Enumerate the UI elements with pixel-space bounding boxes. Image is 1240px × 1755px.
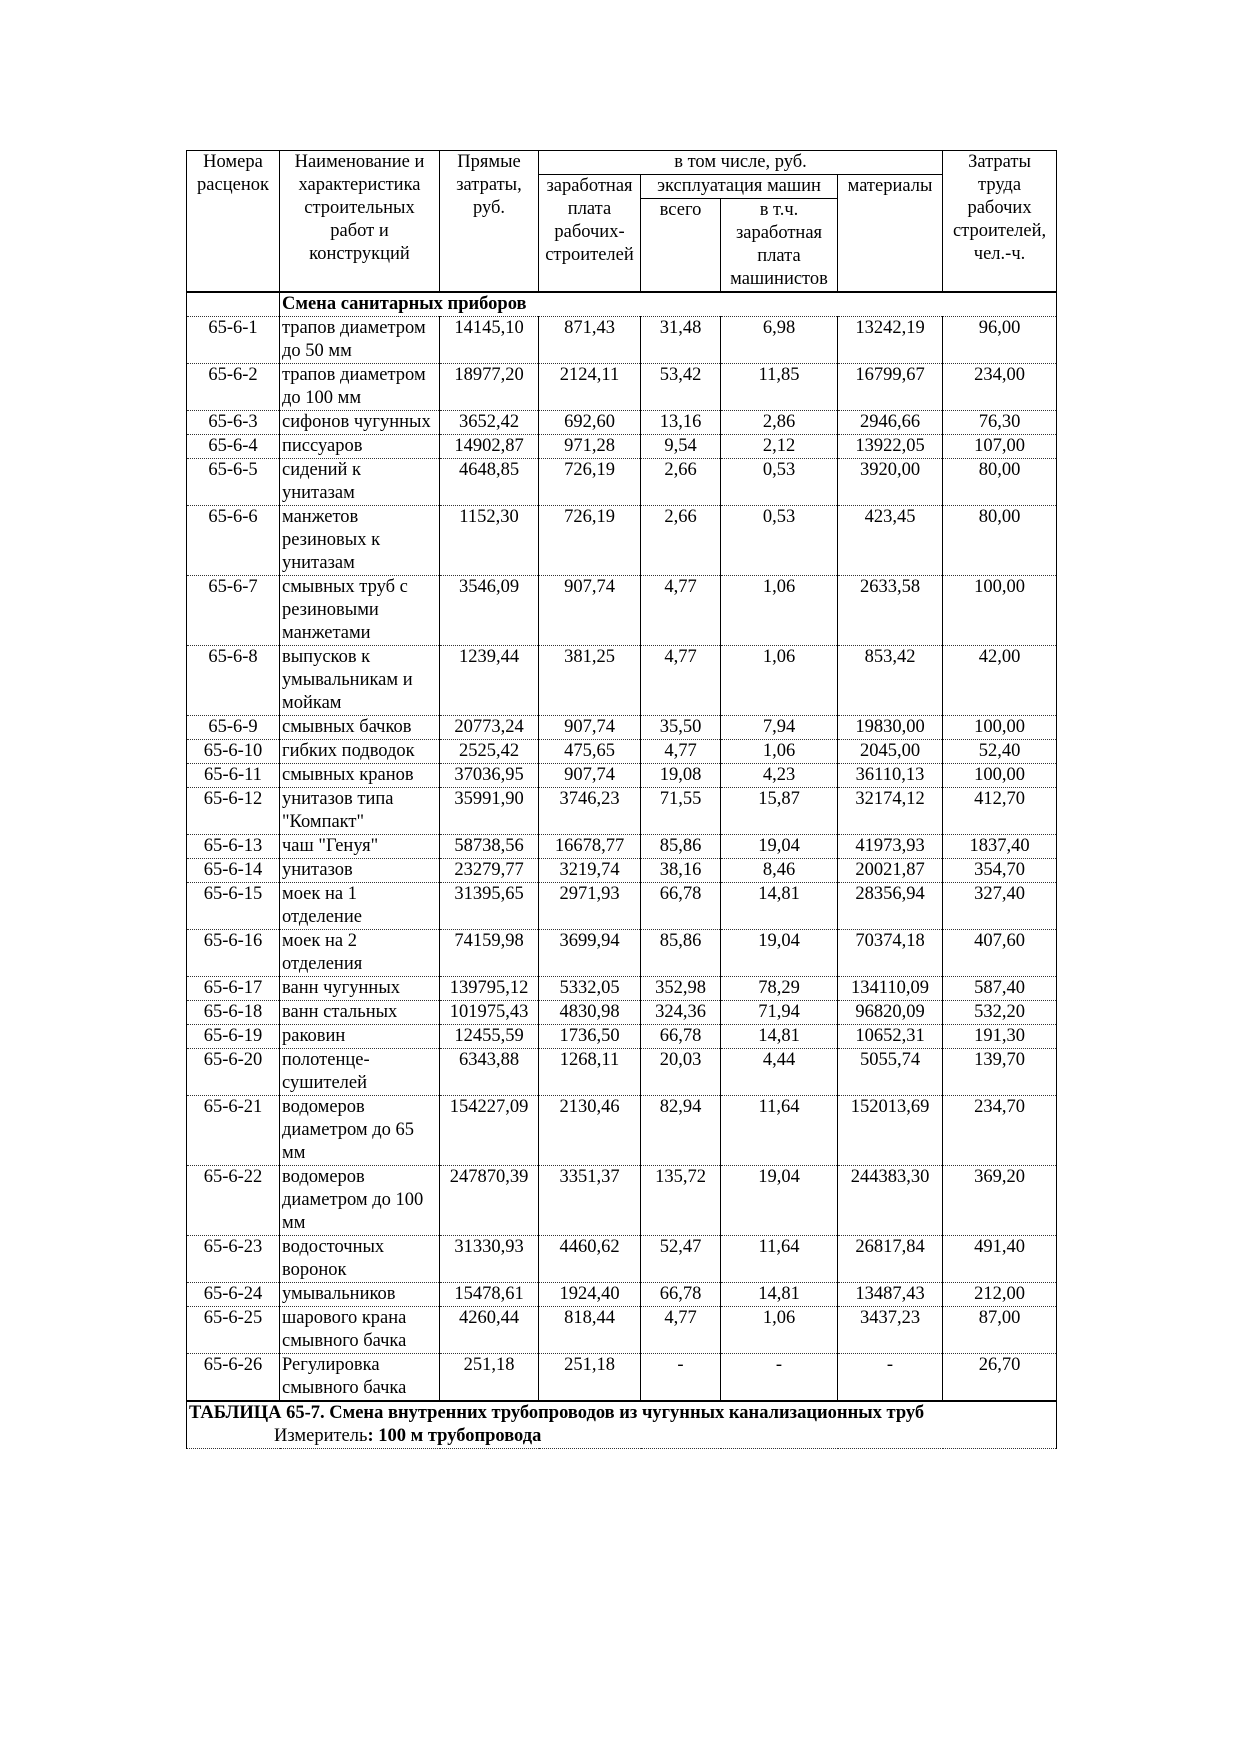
table-row xyxy=(187,317,1057,364)
cell-labor: 100,00 xyxy=(943,576,1057,646)
cell-wage: 971,28 xyxy=(539,435,641,459)
cell-machines: 4,77 xyxy=(641,576,721,646)
cell-wage: 251,18 xyxy=(539,1354,641,1402)
cell-code: 65-6-16 xyxy=(187,930,280,977)
cell-machines-wage: - xyxy=(721,1354,838,1402)
cell-direct: 14902,87 xyxy=(440,435,539,459)
cell-code: 65-6-7 xyxy=(187,576,280,646)
cell-machines-wage: 1,06 xyxy=(721,576,838,646)
cell-code: 65-6-26 xyxy=(187,1354,280,1402)
cell-direct: 1239,44 xyxy=(440,646,539,716)
cell-code: 65-6-18 xyxy=(187,1001,280,1025)
cell-wage: 475,65 xyxy=(539,740,641,764)
table-row xyxy=(187,1354,1057,1402)
cell-materials: 3920,00 xyxy=(838,459,943,506)
cell-direct: 3546,09 xyxy=(440,576,539,646)
cell-labor: 234,70 xyxy=(943,1096,1057,1166)
cell-code: 65-6-14 xyxy=(187,859,280,883)
cell-direct: 4648,85 xyxy=(440,459,539,506)
cell-wage: 2971,93 xyxy=(539,883,641,930)
cell-labor: 100,00 xyxy=(943,716,1057,740)
cell-direct: 15478,61 xyxy=(440,1283,539,1307)
cell-materials: 13487,43 xyxy=(838,1283,943,1307)
cell-machines: 4,77 xyxy=(641,646,721,716)
table-row xyxy=(187,411,1057,435)
cell-direct: 31395,65 xyxy=(440,883,539,930)
cell-labor: 369,20 xyxy=(943,1166,1057,1236)
cell-name: полотенце-сушителей xyxy=(280,1049,440,1096)
cell-materials: 2045,00 xyxy=(838,740,943,764)
cell-machines-wage: 19,04 xyxy=(721,1166,838,1236)
cell-code: 65-6-23 xyxy=(187,1236,280,1283)
table-row xyxy=(187,1166,1057,1236)
cell-labor: 1837,40 xyxy=(943,835,1057,859)
cell-machines: 82,94 xyxy=(641,1096,721,1166)
section-row xyxy=(187,292,1057,317)
cell-name: ванн стальных xyxy=(280,1001,440,1025)
cell-name: ванн чугунных xyxy=(280,977,440,1001)
cell-machines: 66,78 xyxy=(641,1025,721,1049)
cell-name: Регулировка смывного бачка xyxy=(280,1354,440,1402)
cell-direct: 247870,39 xyxy=(440,1166,539,1236)
price-table xyxy=(186,150,1057,1449)
cell-materials: 28356,94 xyxy=(838,883,943,930)
measure-label: Измеритель xyxy=(274,1426,368,1446)
cell-machines-wage: 19,04 xyxy=(721,835,838,859)
cell-code: 65-6-2 xyxy=(187,364,280,411)
cell-name: чаш "Генуя" xyxy=(280,835,440,859)
table-row xyxy=(187,1001,1057,1025)
cell-machines-wage: 71,94 xyxy=(721,1001,838,1025)
cell-labor: 532,20 xyxy=(943,1001,1057,1025)
table-row xyxy=(187,1236,1057,1283)
cell-machines-wage: 0,53 xyxy=(721,459,838,506)
cell-name: моек на 1 отделение xyxy=(280,883,440,930)
cell-name: смывных бачков xyxy=(280,716,440,740)
cell-direct: 12455,59 xyxy=(440,1025,539,1049)
cell-machines-wage: 11,64 xyxy=(721,1096,838,1166)
cell-machines-wage: 11,85 xyxy=(721,364,838,411)
cell-materials: 853,42 xyxy=(838,646,943,716)
cell-direct: 154227,09 xyxy=(440,1096,539,1166)
cell-name: водомеров диаметром до 65 мм xyxy=(280,1096,440,1166)
cell-labor: 52,40 xyxy=(943,740,1057,764)
cell-machines: 20,03 xyxy=(641,1049,721,1096)
cell-name: шарового крана смывного бачка xyxy=(280,1307,440,1354)
header-materials: материалы xyxy=(838,175,943,293)
cell-machines-wage: 14,81 xyxy=(721,883,838,930)
cell-machines-wage: 2,86 xyxy=(721,411,838,435)
cell-machines-wage: 19,04 xyxy=(721,930,838,977)
cell-code: 65-6-24 xyxy=(187,1283,280,1307)
cell-code: 65-6-11 xyxy=(187,764,280,788)
cell-machines: 53,42 xyxy=(641,364,721,411)
cell-machines: 85,86 xyxy=(641,835,721,859)
header-direct-costs: Прямые затраты, руб. xyxy=(440,151,539,293)
cell-materials: 32174,12 xyxy=(838,788,943,835)
header-name: Наименование и характеристика строительных работ и конструкций xyxy=(280,151,440,293)
cell-machines: 352,98 xyxy=(641,977,721,1001)
cell-labor: 96,00 xyxy=(943,317,1057,364)
cell-labor: 26,70 xyxy=(943,1354,1057,1402)
cell-machines: 31,48 xyxy=(641,317,721,364)
header-including: в том числе, руб. xyxy=(539,151,943,175)
cell-labor: 191,30 xyxy=(943,1025,1057,1049)
cell-name: водомеров диаметром до 100 мм xyxy=(280,1166,440,1236)
cell-materials: 20021,87 xyxy=(838,859,943,883)
cell-materials: 26817,84 xyxy=(838,1236,943,1283)
cell-code: 65-6-6 xyxy=(187,506,280,576)
cell-machines: 135,72 xyxy=(641,1166,721,1236)
cell-name: раковин xyxy=(280,1025,440,1049)
cell-machines-wage: 1,06 xyxy=(721,646,838,716)
cell-machines: - xyxy=(641,1354,721,1402)
cell-labor: 327,40 xyxy=(943,883,1057,930)
header-machines-total: всего xyxy=(641,199,721,293)
cell-wage: 692,60 xyxy=(539,411,641,435)
cell-materials: 5055,74 xyxy=(838,1049,943,1096)
cell-machines-wage: 4,44 xyxy=(721,1049,838,1096)
cell-machines-wage: 2,12 xyxy=(721,435,838,459)
table-row xyxy=(187,716,1057,740)
cell-code: 65-6-3 xyxy=(187,411,280,435)
cell-code: 65-6-9 xyxy=(187,716,280,740)
cell-wage: 871,43 xyxy=(539,317,641,364)
cell-machines: 9,54 xyxy=(641,435,721,459)
cell-labor: 407,60 xyxy=(943,930,1057,977)
cell-labor: 354,70 xyxy=(943,859,1057,883)
header-wage: заработная плата рабочих-строителей xyxy=(539,175,641,293)
cell-direct: 20773,24 xyxy=(440,716,539,740)
cell-labor: 100,00 xyxy=(943,764,1057,788)
cell-name: водосточных воронок xyxy=(280,1236,440,1283)
cell-machines: 19,08 xyxy=(641,764,721,788)
cell-name: сидений к унитазам xyxy=(280,459,440,506)
header-machines: эксплуатация машин xyxy=(641,175,838,199)
cell-name: унитазов xyxy=(280,859,440,883)
cell-machines: 66,78 xyxy=(641,883,721,930)
cell-machines: 85,86 xyxy=(641,930,721,977)
table-row xyxy=(187,576,1057,646)
cell-machines: 324,36 xyxy=(641,1001,721,1025)
cell-machines-wage: 4,23 xyxy=(721,764,838,788)
cell-code: 65-6-4 xyxy=(187,435,280,459)
cell-code: 65-6-10 xyxy=(187,740,280,764)
cell-machines-wage: 78,29 xyxy=(721,977,838,1001)
cell-labor: 87,00 xyxy=(943,1307,1057,1354)
cell-labor: 80,00 xyxy=(943,459,1057,506)
table-row xyxy=(187,506,1057,576)
cell-direct: 139795,12 xyxy=(440,977,539,1001)
cell-direct: 58738,56 xyxy=(440,835,539,859)
cell-wage: 907,74 xyxy=(539,576,641,646)
cell-wage: 381,25 xyxy=(539,646,641,716)
cell-direct: 18977,20 xyxy=(440,364,539,411)
cell-machines: 71,55 xyxy=(641,788,721,835)
next-table-title: ТАБЛИЦА 65-7. Смена внутренних трубопроводов из чугунных канализационных труб xyxy=(187,1401,1057,1425)
table-row xyxy=(187,859,1057,883)
cell-direct: 37036,95 xyxy=(440,764,539,788)
cell-name: трапов диаметром до 100 мм xyxy=(280,364,440,411)
header-labor: Затраты труда рабочих строителей, чел.-ч. xyxy=(943,151,1057,293)
cell-name: выпусков к умывальникам и мойкам xyxy=(280,646,440,716)
table-row xyxy=(187,646,1057,716)
table-row xyxy=(187,1307,1057,1354)
cell-direct: 31330,93 xyxy=(440,1236,539,1283)
cell-name: манжетов резиновых к унитазам xyxy=(280,506,440,576)
cell-direct: 14145,10 xyxy=(440,317,539,364)
table-row xyxy=(187,1025,1057,1049)
table-row xyxy=(187,459,1057,506)
cell-materials: 13922,05 xyxy=(838,435,943,459)
table-row xyxy=(187,1096,1057,1166)
cell-machines: 4,77 xyxy=(641,1307,721,1354)
cell-materials: 19830,00 xyxy=(838,716,943,740)
cell-machines: 38,16 xyxy=(641,859,721,883)
cell-machines-wage: 1,06 xyxy=(721,1307,838,1354)
cell-materials: 36110,13 xyxy=(838,764,943,788)
cell-wage: 907,74 xyxy=(539,716,641,740)
cell-machines: 35,50 xyxy=(641,716,721,740)
cell-code: 65-6-8 xyxy=(187,646,280,716)
cell-direct: 6343,88 xyxy=(440,1049,539,1096)
cell-code: 65-6-12 xyxy=(187,788,280,835)
cell-wage: 818,44 xyxy=(539,1307,641,1354)
table-header xyxy=(187,151,1057,293)
cell-labor: 212,00 xyxy=(943,1283,1057,1307)
table-footer xyxy=(187,1401,1057,1449)
cell-direct: 251,18 xyxy=(440,1354,539,1402)
cell-labor: 42,00 xyxy=(943,646,1057,716)
cell-wage: 907,74 xyxy=(539,764,641,788)
cell-code: 65-6-22 xyxy=(187,1166,280,1236)
cell-machines: 2,66 xyxy=(641,459,721,506)
cell-code: 65-6-20 xyxy=(187,1049,280,1096)
table-row xyxy=(187,764,1057,788)
cell-materials: - xyxy=(838,1354,943,1402)
cell-code: 65-6-19 xyxy=(187,1025,280,1049)
cell-machines: 13,16 xyxy=(641,411,721,435)
measure-line xyxy=(187,1425,1057,1449)
table-row xyxy=(187,788,1057,835)
cell-name: писсуаров xyxy=(280,435,440,459)
cell-direct: 74159,98 xyxy=(440,930,539,977)
cell-materials: 96820,09 xyxy=(838,1001,943,1025)
cell-wage: 1924,40 xyxy=(539,1283,641,1307)
cell-machines: 66,78 xyxy=(641,1283,721,1307)
cell-code: 65-6-13 xyxy=(187,835,280,859)
table-row xyxy=(187,435,1057,459)
cell-machines-wage: 11,64 xyxy=(721,1236,838,1283)
cell-wage: 4460,62 xyxy=(539,1236,641,1283)
table-row xyxy=(187,1283,1057,1307)
cell-code: 65-6-1 xyxy=(187,317,280,364)
cell-wage: 3746,23 xyxy=(539,788,641,835)
cell-machines-wage: 14,81 xyxy=(721,1283,838,1307)
cell-materials: 152013,69 xyxy=(838,1096,943,1166)
table-body xyxy=(187,292,1057,1401)
cell-labor: 587,40 xyxy=(943,977,1057,1001)
cell-code: 65-6-25 xyxy=(187,1307,280,1354)
cell-machines-wage: 14,81 xyxy=(721,1025,838,1049)
cell-code: 65-6-5 xyxy=(187,459,280,506)
header-machines-wage: в т.ч. заработная плата машинистов xyxy=(721,199,838,293)
cell-labor: 491,40 xyxy=(943,1236,1057,1283)
cell-materials: 2633,58 xyxy=(838,576,943,646)
cell-materials: 3437,23 xyxy=(838,1307,943,1354)
cell-wage: 1736,50 xyxy=(539,1025,641,1049)
cell-direct: 101975,43 xyxy=(440,1001,539,1025)
cell-labor: 80,00 xyxy=(943,506,1057,576)
table-row xyxy=(187,883,1057,930)
table-row xyxy=(187,364,1057,411)
cell-code: 65-6-21 xyxy=(187,1096,280,1166)
cell-machines-wage: 0,53 xyxy=(721,506,838,576)
cell-materials: 13242,19 xyxy=(838,317,943,364)
measure-value: : 100 м трубопровода xyxy=(367,1426,542,1446)
cell-materials: 10652,31 xyxy=(838,1025,943,1049)
cell-wage: 726,19 xyxy=(539,506,641,576)
cell-machines-wage: 8,46 xyxy=(721,859,838,883)
cell-labor: 107,00 xyxy=(943,435,1057,459)
cell-machines-wage: 7,94 xyxy=(721,716,838,740)
cell-labor: 139,70 xyxy=(943,1049,1057,1096)
cell-labor: 234,00 xyxy=(943,364,1057,411)
cell-wage: 5332,05 xyxy=(539,977,641,1001)
cell-direct: 23279,77 xyxy=(440,859,539,883)
cell-machines-wage: 15,87 xyxy=(721,788,838,835)
cell-machines: 52,47 xyxy=(641,1236,721,1283)
table-row xyxy=(187,930,1057,977)
cell-materials: 16799,67 xyxy=(838,364,943,411)
header-code: Номера расценок xyxy=(187,151,280,293)
cell-labor: 76,30 xyxy=(943,411,1057,435)
cell-name: умывальников xyxy=(280,1283,440,1307)
cell-wage: 2124,11 xyxy=(539,364,641,411)
cell-materials: 2946,66 xyxy=(838,411,943,435)
cell-direct: 35991,90 xyxy=(440,788,539,835)
cell-direct: 2525,42 xyxy=(440,740,539,764)
cell-materials: 41973,93 xyxy=(838,835,943,859)
cell-name: смывных кранов xyxy=(280,764,440,788)
cell-materials: 244383,30 xyxy=(838,1166,943,1236)
table-row xyxy=(187,1049,1057,1096)
cell-name: унитазов типа "Компакт" xyxy=(280,788,440,835)
table-row xyxy=(187,977,1057,1001)
section-title: Смена санитарных приборов xyxy=(280,292,1057,317)
cell-code: 65-6-15 xyxy=(187,883,280,930)
cell-direct: 4260,44 xyxy=(440,1307,539,1354)
cell-code: 65-6-17 xyxy=(187,977,280,1001)
cell-materials: 70374,18 xyxy=(838,930,943,977)
cell-name: смывных труб с резиновыми манжетами xyxy=(280,576,440,646)
cell-machines: 2,66 xyxy=(641,506,721,576)
cell-machines-wage: 1,06 xyxy=(721,740,838,764)
cell-name: трапов диаметром до 50 мм xyxy=(280,317,440,364)
cell-wage: 3219,74 xyxy=(539,859,641,883)
cell-machines: 4,77 xyxy=(641,740,721,764)
cell-materials: 423,45 xyxy=(838,506,943,576)
table-row xyxy=(187,740,1057,764)
cell-direct: 3652,42 xyxy=(440,411,539,435)
cell-name: моек на 2 отделения xyxy=(280,930,440,977)
cell-wage: 2130,46 xyxy=(539,1096,641,1166)
table-row xyxy=(187,835,1057,859)
cell-machines-wage: 6,98 xyxy=(721,317,838,364)
cell-wage: 3699,94 xyxy=(539,930,641,977)
cell-wage: 16678,77 xyxy=(539,835,641,859)
cell-wage: 4830,98 xyxy=(539,1001,641,1025)
cell-name: сифонов чугунных xyxy=(280,411,440,435)
cell-direct: 1152,30 xyxy=(440,506,539,576)
cell-name: гибких подводок xyxy=(280,740,440,764)
cell-wage: 1268,11 xyxy=(539,1049,641,1096)
cell-labor: 412,70 xyxy=(943,788,1057,835)
cell-wage: 3351,37 xyxy=(539,1166,641,1236)
cell-wage: 726,19 xyxy=(539,459,641,506)
cell-materials: 134110,09 xyxy=(838,977,943,1001)
